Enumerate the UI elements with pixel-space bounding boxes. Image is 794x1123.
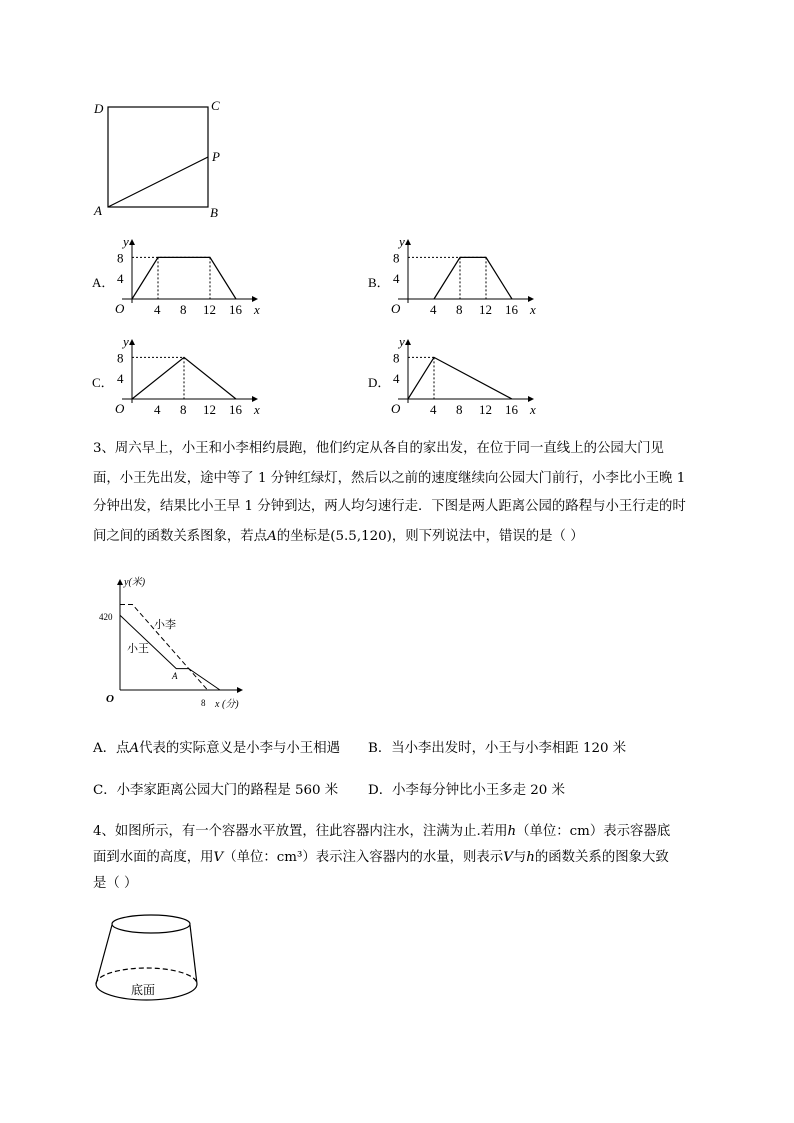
x-axis-label: x [530, 402, 536, 417]
container-right-side [190, 925, 197, 984]
y-tick-4: 4 [117, 271, 124, 287]
x-tick-4: 4 [154, 402, 161, 417]
graph-option-d [368, 334, 558, 418]
x-tick-12: 12 [479, 402, 492, 417]
graph-option-d-label[interactable]: D． [368, 375, 391, 390]
q3-x-axis-label: x (分) [215, 699, 239, 710]
container-base-label: 底面 [131, 983, 156, 997]
q4-var-v2: V [503, 850, 513, 865]
y-axis-label: y [123, 234, 129, 249]
q3-option-c[interactable]: C．小李家距离公园大门的路程是 560 米 [93, 783, 339, 798]
y-tick-8: 8 [117, 350, 124, 366]
graph-option-c-label[interactable]: C． [92, 375, 114, 390]
square-figure [88, 95, 238, 225]
container-figure [92, 912, 212, 1012]
x-tick-12: 12 [479, 302, 492, 317]
q3-line-1: 3、周六早上，小王和小李相约晨跑，他们约定从各自的家出发，在位于同一直线上的公园大门见 [93, 441, 664, 456]
x-tick-16: 16 [505, 302, 518, 317]
q3-y-axis-label: y(米) [124, 577, 146, 588]
q3-line-3: 分钟出发，结果比小王早 1 分钟到达，两人均匀速行走．下图是两人距离公园的路程与小王行走的时 [93, 499, 686, 514]
q3-origin: O [106, 693, 114, 705]
q3-label-point-a: A [172, 671, 178, 681]
q3-y-tick-420: 420 [99, 612, 113, 622]
segment-ap [108, 157, 208, 207]
q3-x-tick-8: 8 [201, 698, 206, 708]
x-tick-4: 4 [430, 402, 437, 417]
y-tick-8: 8 [393, 250, 400, 266]
q4-line-1-a: 4、如图所示，有一个容器水平放置，往此容器内注水，注满为止.若用 [93, 824, 508, 839]
x-tick-16: 16 [229, 402, 242, 417]
graph-option-a [92, 234, 282, 318]
x-axis-label: x [254, 402, 260, 417]
q4-line-2-c: 与 [512, 850, 527, 865]
x-tick-4: 4 [430, 302, 437, 317]
x-tick-8: 8 [180, 402, 187, 417]
q3-line-2: 面，小王先出发，途中等了 1 分钟红绿灯，然后以之前的速度继续向公园大门前行，小李比小王晚 1 [93, 471, 686, 486]
x-tick-12: 12 [203, 402, 216, 417]
y-tick-4: 4 [393, 371, 400, 387]
q4-var-h2: h [526, 850, 535, 865]
x-tick-12: 12 [203, 302, 216, 317]
q3-option-a-var: A [129, 741, 140, 756]
q3-label-xiaowang: 小王 [127, 643, 149, 655]
graph-option-a-label[interactable]: A． [92, 275, 115, 290]
q4-line-2 [93, 846, 669, 865]
q4-line-1-b: （单位：cm）表示容器底 [516, 824, 671, 839]
label-d: D [94, 101, 104, 116]
graph-line [408, 357, 512, 399]
x-tick-16: 16 [229, 302, 242, 317]
q4-var-h: h [507, 824, 517, 839]
label-b: B [210, 205, 218, 220]
q3-line-4-a: 间之间的函数关系图象，若点 [93, 529, 268, 544]
graph-line [434, 257, 512, 299]
q3-option-a[interactable] [93, 737, 340, 756]
x-axis-label: x [530, 302, 536, 317]
x-tick-8: 8 [456, 302, 463, 317]
graph-option-b-label[interactable]: B． [368, 275, 390, 290]
q4-var-v: V [213, 850, 224, 865]
q3-option-a-post: 代表的实际意义是小李与小王相遇 [139, 741, 340, 756]
square-abcd [108, 107, 208, 207]
y-axis-label: y [123, 334, 129, 349]
q3-option-d[interactable]: D．小李每分钟比小王多走 20 米 [368, 783, 565, 798]
y-axis-label: y [399, 234, 405, 249]
graph-line [132, 257, 236, 299]
x-tick-16: 16 [505, 402, 518, 417]
q4-line-2-d: 的函数关系的图象大致 [534, 850, 669, 865]
origin-label: O [115, 301, 125, 316]
q3-line-4-b: 的坐标是(5.5,120)，则下列说法中，错误的是（ ） [276, 529, 584, 544]
x-tick-8: 8 [456, 402, 463, 417]
q3-line-4 [93, 525, 584, 544]
q3-point-a-var: A [267, 529, 277, 544]
origin-label: O [115, 401, 125, 416]
label-a: A [94, 203, 102, 218]
y-tick-8: 8 [117, 250, 124, 266]
q4-line-2-b: （单位：cm³）表示注入容器内的水量，则表示 [223, 850, 504, 865]
q4-line-1 [93, 820, 670, 839]
q4-line-3: 是（ ） [93, 876, 138, 891]
container-base-back [96, 968, 197, 984]
origin-label: O [391, 401, 401, 416]
y-axis-label: y [399, 334, 405, 349]
x-tick-4: 4 [154, 302, 161, 317]
x-tick-8: 8 [180, 302, 187, 317]
q3-option-a-pre: A．点 [93, 741, 130, 756]
q3-label-xiaoli: 小李 [154, 619, 176, 631]
label-p: P [212, 149, 220, 164]
q3-distance-chart [92, 572, 262, 712]
x-axis-label: x [254, 302, 260, 317]
label-c: C [211, 98, 220, 113]
y-tick-4: 4 [117, 371, 124, 387]
q3-option-b[interactable]: B．当小李出发时，小王与小李相距 120 米 [368, 741, 627, 756]
graph-option-c [92, 334, 282, 418]
y-tick-4: 4 [393, 271, 400, 287]
q4-line-2-a: 面到水面的高度，用 [93, 850, 214, 865]
graph-option-b [368, 234, 558, 318]
y-tick-8: 8 [393, 350, 400, 366]
container-top-rim [112, 915, 190, 933]
origin-label: O [391, 301, 401, 316]
